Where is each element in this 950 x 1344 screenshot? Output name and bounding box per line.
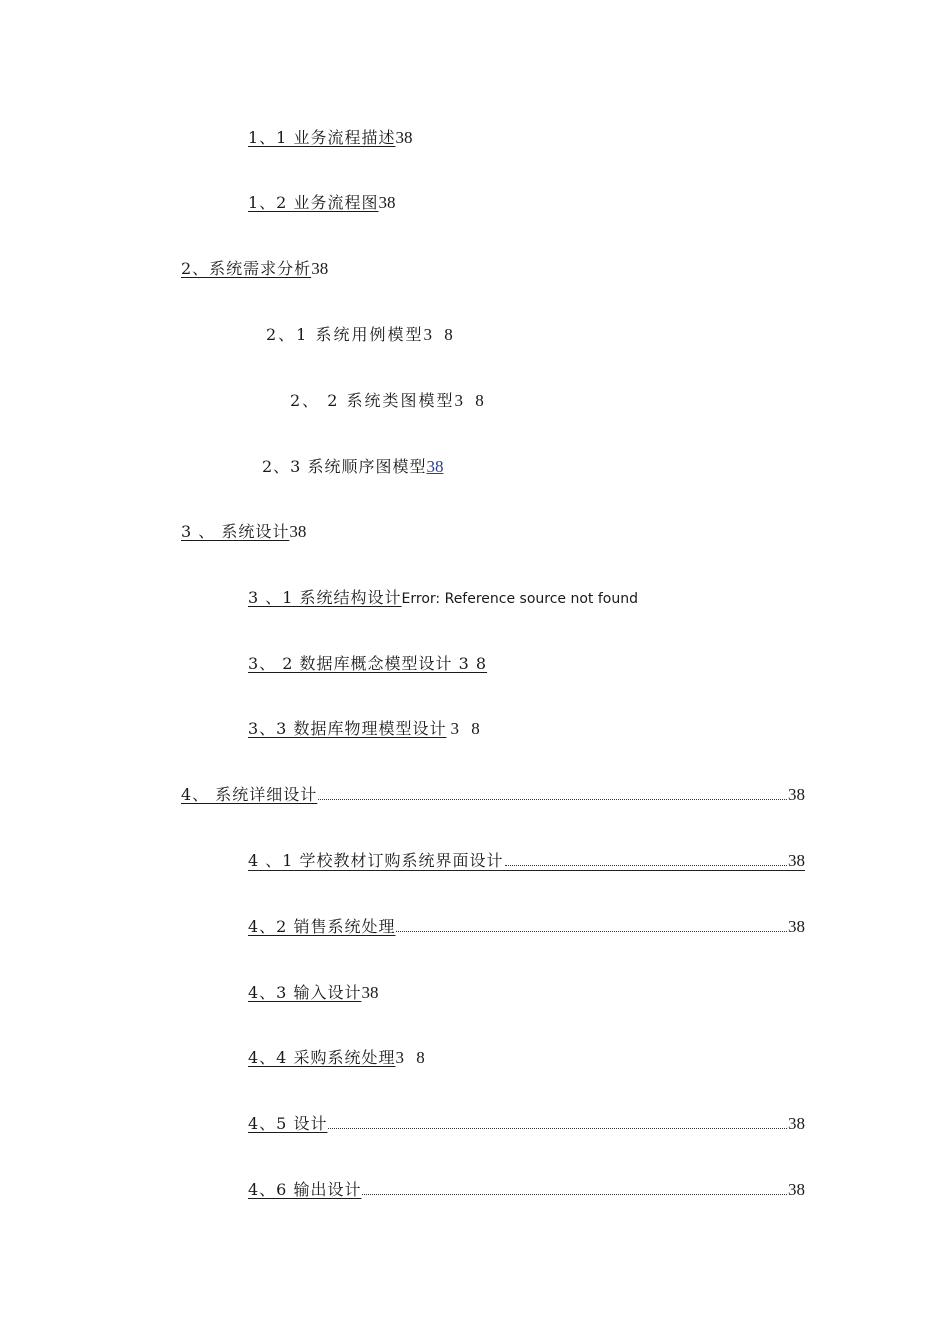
toc-entry[interactable] bbox=[248, 717, 484, 741]
toc-entry-page: 3 8 bbox=[423, 325, 457, 344]
toc-entry-title[interactable]: 1、1 业务流程描述 bbox=[248, 128, 396, 147]
toc-entry-page: 38 bbox=[311, 259, 329, 278]
toc-entry[interactable] bbox=[181, 257, 328, 281]
toc-entry-page: 38 bbox=[361, 983, 379, 1002]
toc-entry-title[interactable]: 2、3 系统顺序图模型 bbox=[262, 457, 427, 476]
toc-entry[interactable] bbox=[262, 455, 443, 479]
toc-entry-page: 38 bbox=[788, 1180, 805, 1199]
toc-entry[interactable] bbox=[248, 1112, 805, 1136]
toc-entry-title[interactable]: 4、5 设计 bbox=[248, 1114, 328, 1133]
toc-entry-page: 38 bbox=[289, 522, 307, 541]
toc-entry[interactable] bbox=[248, 126, 412, 150]
toc-entry-title[interactable]: 2、 2 系统类图模型 bbox=[290, 391, 455, 410]
toc-entry[interactable] bbox=[248, 1178, 805, 1202]
toc-entry-title[interactable]: 3、 2 数据库概念模型设计 3 8 bbox=[248, 654, 488, 673]
toc-entry-title[interactable]: 4、 系统详细设计 bbox=[181, 785, 318, 804]
toc-entry[interactable] bbox=[248, 1046, 429, 1070]
toc-entry-page: 3 8 bbox=[454, 391, 488, 410]
toc-entry[interactable] bbox=[290, 389, 488, 413]
toc-entry[interactable] bbox=[181, 783, 805, 807]
toc-entry[interactable] bbox=[181, 520, 306, 544]
toc-entry-page-link[interactable]: 38 bbox=[426, 457, 444, 476]
toc-entry-title[interactable]: 4、3 输入设计 bbox=[248, 983, 362, 1002]
toc-entry[interactable] bbox=[248, 915, 805, 939]
toc-entry-page: 38 bbox=[395, 128, 413, 147]
reference-error-text: Error: Reference source not found bbox=[401, 591, 638, 607]
toc-entry-title[interactable]: 4、6 输出设计 bbox=[248, 1180, 362, 1199]
toc-entry-title[interactable]: 3、3 数据库物理模型设计 bbox=[248, 719, 447, 738]
toc-entry-title[interactable]: 4、2 销售系统处理 bbox=[248, 917, 396, 936]
toc-entry-title[interactable]: 2、系统需求分析 bbox=[181, 259, 312, 278]
toc-entry-title[interactable]: 4、4 采购系统处理 bbox=[248, 1048, 396, 1067]
toc-entry-title[interactable]: 1、2 业务流程图 bbox=[248, 193, 379, 212]
toc-entry-page: 38 bbox=[788, 917, 805, 936]
toc-entry[interactable] bbox=[248, 586, 638, 610]
toc-entry-title[interactable]: 3 、 系统设计 bbox=[181, 522, 290, 541]
toc-entry[interactable] bbox=[248, 981, 378, 1005]
toc-entry-title[interactable]: 4 、1 学校教材订购系统界面设计 bbox=[248, 851, 504, 870]
toc-entry-page: 38 bbox=[788, 785, 805, 804]
toc-entry-page: 3 8 bbox=[450, 719, 484, 738]
toc-entry[interactable] bbox=[266, 323, 457, 347]
dot-leader bbox=[362, 1193, 787, 1195]
toc-entry-page: 38 bbox=[788, 1114, 805, 1133]
dot-leader bbox=[505, 864, 787, 866]
toc-entry[interactable] bbox=[248, 652, 487, 676]
toc-entry[interactable] bbox=[248, 191, 395, 215]
dot-leader bbox=[396, 930, 787, 932]
toc-entry-page: 3 8 bbox=[395, 1048, 429, 1067]
dot-leader bbox=[318, 798, 787, 800]
dot-leader bbox=[328, 1127, 787, 1129]
toc-entry-page: 38 bbox=[378, 193, 396, 212]
toc-entry[interactable] bbox=[248, 849, 805, 871]
toc-entry-title[interactable]: 2、1 系统用例模型 bbox=[266, 325, 424, 344]
toc-entry-page: 38 bbox=[788, 851, 805, 870]
toc-entry-title[interactable]: 3 、1 系统结构设计 bbox=[248, 588, 402, 607]
